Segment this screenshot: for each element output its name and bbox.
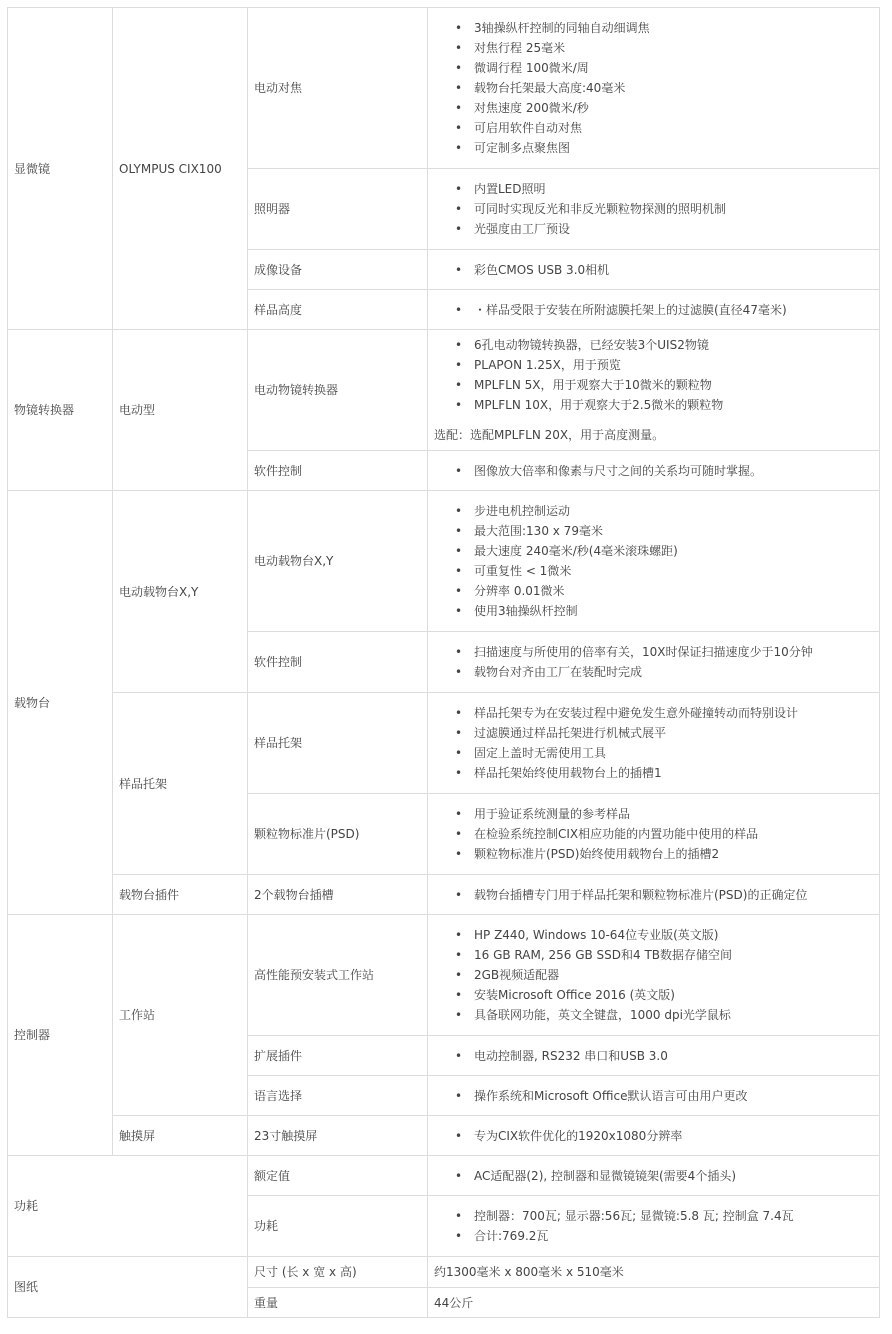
table-row (8, 491, 880, 632)
spec-note: 选配：选配MPLFLN 20X，用于高度测量。 (434, 428, 665, 442)
list-item: • 分辨率 0.01微米 (448, 581, 873, 601)
category-cell: 显微镜 (8, 8, 113, 330)
category-cell: 控制器 (8, 915, 113, 1156)
table-row (8, 8, 880, 169)
spec-cell (428, 290, 880, 330)
spec-list (448, 703, 873, 783)
item-cell: 成像设备 (248, 250, 428, 290)
list-item: • 图像放大倍率和像素与尺寸之间的关系均可随时掌握。 (448, 461, 873, 481)
list-item: • 合计:769.2瓦 (448, 1226, 873, 1246)
spec-cell (428, 491, 880, 632)
spec-list (448, 885, 873, 905)
list-item: • 安装Microsoft Office 2016 (英文版) (448, 985, 873, 1005)
spec-list (448, 1206, 873, 1246)
list-item: • 光强度由工厂预设 (448, 219, 873, 239)
list-item: • 固定上盖时无需使用工具 (448, 743, 873, 763)
list-item: • 可同时实现反光和非反光颗粒物探测的照明机制 (448, 199, 873, 219)
item-cell: 样品高度 (248, 290, 428, 330)
table-row (8, 330, 880, 451)
item-cell: 电动载物台X,Y (248, 491, 428, 632)
list-item: • 载物台对齐由工厂在装配时完成 (448, 662, 873, 682)
list-item: • 过滤膜通过样品托架进行机械式展平 (448, 723, 873, 743)
list-item: • 最大速度 240毫米/秒(4毫米滚珠螺距) (448, 541, 873, 561)
category-cell: 物镜转换器 (8, 330, 113, 491)
item-cell: 语言选择 (248, 1076, 428, 1116)
spec-cell (428, 1036, 880, 1076)
spec-cell (428, 250, 880, 290)
spec-list (448, 501, 873, 621)
list-item: • ・样品受限于安装在所附滤膜托架上的过滤膜(直径47毫米) (448, 300, 873, 320)
item-cell: 2个载物台插槽 (248, 875, 428, 915)
item-cell: 功耗 (248, 1196, 428, 1257)
spec-cell (428, 1116, 880, 1156)
list-item: • 彩色CMOS USB 3.0相机 (448, 260, 873, 280)
list-item: • HP Z440, Windows 10-64位专业版(英文版) (448, 925, 873, 945)
list-item: • 控制器：700瓦; 显示器:56瓦; 显微镜:5.8 瓦; 控制盒 7.4瓦 (448, 1206, 873, 1226)
spec-list (448, 335, 873, 415)
spec-cell: 约1300毫米 x 800毫米 x 510毫米 (428, 1257, 880, 1288)
table-row (8, 693, 880, 794)
subcategory-cell: 工作站 (113, 915, 248, 1116)
item-cell: 高性能预安装式工作站 (248, 915, 428, 1036)
spec-list (448, 461, 873, 481)
item-cell: 扩展插件 (248, 1036, 428, 1076)
table-row (8, 1156, 880, 1196)
list-item: • 可定制多点聚焦图 (448, 138, 873, 158)
list-item: • 载物台插槽专门用于样品托架和颗粒物标准片(PSD)的正确定位 (448, 885, 873, 905)
list-item: • 3轴操纵杆控制的同轴自动细调焦 (448, 18, 873, 38)
list-item: • 样品托架始终使用载物台上的插槽1 (448, 763, 873, 783)
subcategory-cell: 电动载物台X,Y (113, 491, 248, 693)
spec-list (448, 300, 873, 320)
list-item: • 样品托架专为在安装过程中避免发生意外碰撞转动而特别设计 (448, 703, 873, 723)
table-row (8, 1257, 880, 1288)
spec-cell (428, 169, 880, 250)
subcategory-cell: 电动型 (113, 330, 248, 491)
spec-cell: 44公斤 (428, 1288, 880, 1318)
item-cell: 软件控制 (248, 632, 428, 693)
item-cell: 颗粒物标准片(PSD) (248, 794, 428, 875)
category-cell: 载物台 (8, 491, 113, 915)
list-item: • 可启用软件自动对焦 (448, 118, 873, 138)
item-cell: 样品托架 (248, 693, 428, 794)
list-item: • PLAPON 1.25X，用于预览 (448, 355, 873, 375)
spec-cell (428, 451, 880, 491)
table-row (8, 915, 880, 1036)
spec-list (448, 18, 873, 158)
spec-cell (428, 875, 880, 915)
subcategory-cell: 载物台插件 (113, 875, 248, 915)
spec-list (448, 642, 873, 682)
spec-cell (428, 794, 880, 875)
list-item: • 使用3轴操纵杆控制 (448, 601, 873, 621)
list-item: • 载物台托架最大高度:40毫米 (448, 78, 873, 98)
spec-cell (428, 8, 880, 169)
list-item: • MPLFLN 10X，用于观察大于2.5微米的颗粒物 (448, 395, 873, 415)
item-cell: 额定值 (248, 1156, 428, 1196)
spec-cell (428, 632, 880, 693)
subcategory-cell: 触摸屏 (113, 1116, 248, 1156)
spec-list (448, 260, 873, 280)
spec-list (448, 1166, 873, 1186)
item-cell: 23寸触摸屏 (248, 1116, 428, 1156)
list-item: • 具备联网功能，英文全键盘，1000 dpi光学鼠标 (448, 1005, 873, 1025)
subcategory-cell: 样品托架 (113, 693, 248, 875)
spec-list (448, 179, 873, 239)
item-cell: 照明器 (248, 169, 428, 250)
spec-list (448, 1086, 873, 1106)
spec-cell (428, 1076, 880, 1116)
item-cell: 尺寸 (长 x 宽 x 高) (248, 1257, 428, 1288)
table-row (8, 875, 880, 915)
list-item: • 专为CIX软件优化的1920x1080分辨率 (448, 1126, 873, 1146)
list-item: • 用于验证系统测量的参考样品 (448, 804, 873, 824)
spec-cell (428, 693, 880, 794)
list-item: • 微调行程 100微米/周 (448, 58, 873, 78)
list-item: • 可重复性 < 1微米 (448, 561, 873, 581)
list-item: • 步进电机控制运动 (448, 501, 873, 521)
category-cell: 图纸 (8, 1257, 248, 1318)
list-item: • 电动控制器, RS232 串口和USB 3.0 (448, 1046, 873, 1066)
table-row (8, 1116, 880, 1156)
spec-cell (428, 330, 880, 451)
spec-list (448, 804, 873, 864)
list-item: • 16 GB RAM, 256 GB SSD和4 TB数据存储空间 (448, 945, 873, 965)
list-item: • 2GB视频适配器 (448, 965, 873, 985)
list-item: • 对焦行程 25毫米 (448, 38, 873, 58)
spec-list (448, 1046, 873, 1066)
list-item: • 在检验系统控制CIX相应功能的内置功能中使用的样品 (448, 824, 873, 844)
item-cell: 电动物镜转换器 (248, 330, 428, 451)
item-cell: 软件控制 (248, 451, 428, 491)
spec-table (7, 7, 880, 1318)
list-item: • 扫描速度与所使用的倍率有关，10X时保证扫描速度少于10分钟 (448, 642, 873, 662)
list-item: • 最大范围:130 x 79毫米 (448, 521, 873, 541)
list-item: • 内置LED照明 (448, 179, 873, 199)
item-cell: 电动对焦 (248, 8, 428, 169)
list-item: • AC适配器(2), 控制器和显微镜镜架(需要4个插头) (448, 1166, 873, 1186)
spec-cell (428, 915, 880, 1036)
list-item: • 对焦速度 200微米/秒 (448, 98, 873, 118)
list-item: • 操作系统和Microsoft Office默认语言可由用户更改 (448, 1086, 873, 1106)
spec-list (448, 1126, 873, 1146)
spec-list (448, 925, 873, 1025)
list-item: • 颗粒物标准片(PSD)始终使用载物台上的插槽2 (448, 844, 873, 864)
list-item: • MPLFLN 5X，用于观察大于10微米的颗粒物 (448, 375, 873, 395)
item-cell: 重量 (248, 1288, 428, 1318)
spec-cell (428, 1156, 880, 1196)
list-item: • 6孔电动物镜转换器，已经安装3个UIS2物镜 (448, 335, 873, 355)
subcategory-cell: OLYMPUS CIX100 (113, 8, 248, 330)
spec-cell (428, 1196, 880, 1257)
category-cell: 功耗 (8, 1156, 248, 1257)
